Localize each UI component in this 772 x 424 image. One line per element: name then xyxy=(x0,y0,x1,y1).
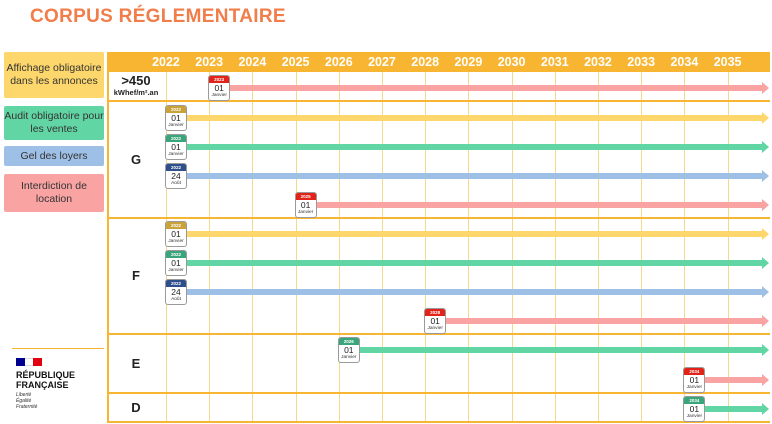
badge-month: Janvier xyxy=(168,123,184,128)
badge-day: 01 xyxy=(689,404,700,414)
row-label-unit: kWhef/m².an xyxy=(113,87,159,97)
year-label: 2027 xyxy=(368,55,396,69)
year-label: 2033 xyxy=(627,55,656,69)
grid-column-line xyxy=(641,72,642,422)
badge-year: 2022 xyxy=(166,280,186,287)
logo-name-line2: FRANÇAISE xyxy=(16,380,69,390)
timeline-arrow-audit xyxy=(349,347,763,353)
badge-day: 01 xyxy=(171,258,181,268)
row-label-main: >450 xyxy=(121,72,151,88)
date-badge xyxy=(338,337,360,363)
year-label: 2031 xyxy=(540,55,569,69)
year-label: 2034 xyxy=(670,55,699,69)
republique-francaise-logo xyxy=(16,358,75,410)
timeline-arrow-audit xyxy=(176,144,763,150)
timeline-arrow-interdiction xyxy=(219,85,763,91)
grid-column-line xyxy=(296,72,297,422)
divider xyxy=(12,348,104,349)
year-label: 2029 xyxy=(454,55,483,69)
row-label: D xyxy=(131,399,141,415)
date-badge xyxy=(165,105,187,131)
badge-month: Août xyxy=(171,297,181,302)
legend-label: Affichage obligatoire dans les annonces xyxy=(6,62,102,87)
year-label: 2028 xyxy=(411,55,440,69)
legend-item xyxy=(4,52,104,98)
badge-day: 24 xyxy=(171,287,181,297)
date-badge xyxy=(683,367,705,393)
badge-month: Janvier xyxy=(427,326,443,331)
timeline-arrow-gel xyxy=(176,173,763,179)
timeline-arrow-affichage xyxy=(176,231,763,237)
row-label: E xyxy=(131,355,141,371)
date-badge xyxy=(165,221,187,247)
date-badge xyxy=(424,308,446,334)
year-label: 2026 xyxy=(324,55,353,69)
badge-day: 01 xyxy=(300,200,311,210)
year-label: 2022 xyxy=(152,55,180,69)
badge-year: 2022 xyxy=(166,251,186,258)
timeline-arrow-affichage xyxy=(176,115,763,121)
legend-label: Gel des loyers xyxy=(20,149,88,162)
timeline-arrow-gel xyxy=(176,289,763,295)
year-label: 2030 xyxy=(497,55,526,69)
timeline-arrow-audit xyxy=(176,260,763,266)
badge-month: Janvier xyxy=(211,93,227,98)
badge-day: 01 xyxy=(430,316,440,326)
date-badge xyxy=(165,279,187,305)
badge-day: 01 xyxy=(344,345,354,355)
grid-column-line xyxy=(512,72,513,422)
badge-year: 2022 xyxy=(166,135,186,142)
year-label: 2032 xyxy=(584,55,612,69)
year-label: 2035 xyxy=(713,55,742,69)
badge-year: 2022 xyxy=(166,106,186,113)
year-label: 2023 xyxy=(195,55,224,69)
badge-year: 2034 xyxy=(684,397,704,404)
row-label: G xyxy=(130,151,142,167)
grid-column-line xyxy=(728,72,729,422)
date-badge xyxy=(165,134,187,160)
badge-year: 2022 xyxy=(166,222,186,229)
badge-month: Janvier xyxy=(168,152,184,157)
timeline-arrow-interdiction xyxy=(306,202,763,208)
badge-year: 2025 xyxy=(296,193,316,200)
flag-icon xyxy=(16,358,42,366)
legend-item xyxy=(4,106,104,140)
legend-label: Interdiction de location xyxy=(21,180,87,205)
legend-item xyxy=(4,146,104,166)
badge-year: 2034 xyxy=(684,368,704,375)
grid-column-line xyxy=(598,72,599,422)
grid-column-line xyxy=(468,72,469,422)
grid-column-line xyxy=(382,72,383,422)
legend-label: Audit obligatoire pour les ventes xyxy=(4,110,104,135)
row-label xyxy=(107,73,165,97)
grid-column-line xyxy=(339,72,340,422)
badge-year: 2023 xyxy=(209,76,229,83)
grid-row-line xyxy=(107,421,770,423)
badge-year: 2026 xyxy=(339,338,359,345)
grid-column-line xyxy=(555,72,556,422)
badge-day: 01 xyxy=(689,375,700,385)
date-badge xyxy=(683,396,705,422)
badge-month: Janvier xyxy=(168,239,184,244)
badge-year: 2028 xyxy=(425,309,445,316)
date-badge xyxy=(165,250,187,276)
logo-motto-3: Fraternité xyxy=(16,404,38,410)
date-badge xyxy=(165,163,187,189)
badge-month: Janvier xyxy=(168,268,184,273)
timeline-arrow-interdiction xyxy=(435,318,763,324)
badge-day: 24 xyxy=(171,171,181,181)
page-title: CORPUS RÉGLEMENTAIRE xyxy=(30,6,286,27)
date-badge xyxy=(295,192,317,218)
badge-month: Janvier xyxy=(686,414,703,419)
badge-month: Août xyxy=(171,181,181,186)
legend-item xyxy=(4,174,104,212)
year-label: 2025 xyxy=(281,55,310,69)
grid-row-line xyxy=(107,392,770,394)
badge-month: Janvier xyxy=(341,355,357,360)
badge-day: 01 xyxy=(214,83,224,93)
badge-month: Janvier xyxy=(686,385,703,390)
badge-day: 01 xyxy=(171,142,181,152)
grid-row-line xyxy=(107,217,770,219)
badge-month: Janvier xyxy=(297,210,314,215)
grid-column-line xyxy=(252,72,253,422)
year-label: 2024 xyxy=(238,55,267,69)
logo-motto-2: Égalité xyxy=(16,398,32,404)
grid-column-line xyxy=(209,72,210,422)
badge-day: 01 xyxy=(171,113,181,123)
grid-column-line xyxy=(425,72,426,422)
badge-year: 2022 xyxy=(166,164,186,171)
grid-row-line xyxy=(107,100,770,102)
logo-name-line1: RÉPUBLIQUE xyxy=(16,370,76,380)
logo-motto-1: Liberté xyxy=(16,392,32,398)
badge-day: 01 xyxy=(171,229,181,239)
date-badge xyxy=(208,75,230,101)
row-label: F xyxy=(132,268,140,283)
